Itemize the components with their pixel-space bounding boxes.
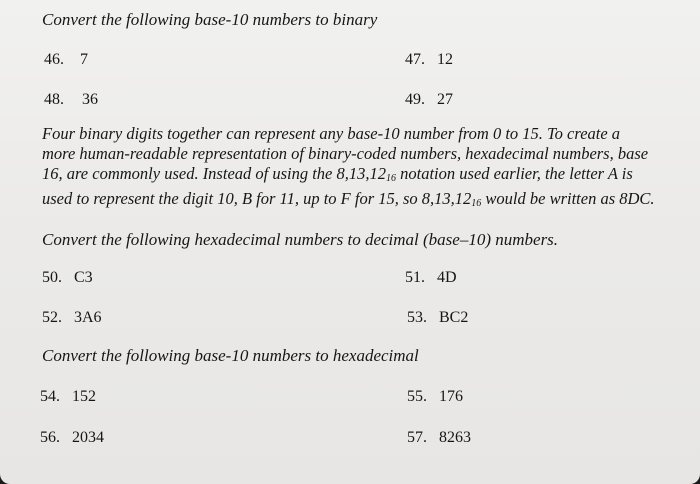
problem-value: 2034	[72, 429, 104, 446]
paragraph-line-3	[42, 164, 692, 189]
paragraph-line-4-b: would be written as 8DC.	[481, 189, 655, 208]
problem-53	[407, 309, 468, 327]
problem-number: 49.	[405, 91, 425, 108]
section1-heading: Convert the following base-10 numbers to binary	[42, 10, 378, 29]
problem-number: 55.	[407, 388, 427, 405]
section2-heading: Convert the following hexadecimal numbers to decimal (base–10) numbers.	[42, 230, 559, 249]
problem-number: 56.	[40, 429, 60, 446]
section3-heading: Convert the following base-10 numbers to hexadecimal	[42, 346, 419, 365]
problem-52	[42, 309, 102, 327]
problem-51	[405, 269, 457, 287]
problem-number: 54.	[40, 388, 60, 405]
paragraph-line-4	[42, 189, 692, 214]
problem-value: 176	[439, 388, 463, 405]
problem-value: 7	[80, 51, 88, 68]
problem-number: 57.	[407, 429, 427, 446]
problem-number: 47.	[405, 51, 425, 68]
problem-value: 3A6	[74, 309, 102, 326]
paragraph-line-4-a: used to represent the digit 10, B for 11, up to F for 15, so 8,13,12	[42, 189, 472, 208]
problem-value: BC2	[439, 309, 469, 326]
problem-46	[44, 51, 88, 69]
problem-number: 46.	[44, 51, 64, 68]
problem-50	[42, 269, 93, 287]
paragraph-line-1: Four binary digits together can represent any base-10 number from 0 to 15. To create a	[42, 124, 621, 143]
problem-number: 51.	[405, 269, 425, 286]
problem-value: 12	[437, 51, 453, 68]
problem-value: 36	[82, 91, 98, 108]
problem-49	[405, 91, 453, 109]
paragraph-line-3-a: 16, are commonly used. Instead of using the 8,13,12	[42, 164, 387, 183]
problem-value: C3	[74, 269, 93, 286]
problem-value: 27	[437, 91, 453, 108]
problem-number: 53.	[407, 309, 427, 326]
problem-48	[44, 91, 98, 109]
problem-56	[40, 429, 104, 447]
paragraph-line-3-b: notation used earlier, the letter A is	[396, 164, 633, 183]
problem-55	[407, 388, 463, 406]
base-16-subscript: 16	[471, 198, 482, 209]
paragraph-line-2: more human-readable representation of binary-coded numbers, hexadecimal numbers, base	[42, 144, 649, 163]
problem-number: 50.	[42, 269, 62, 286]
problem-number: 48.	[44, 91, 64, 108]
problem-value: 152	[72, 388, 96, 405]
base-16-subscript: 16	[386, 173, 397, 184]
problem-value: 8263	[439, 429, 471, 446]
problem-47	[405, 51, 453, 69]
problem-57	[407, 429, 471, 447]
hexadecimal-explanation	[42, 124, 692, 214]
problem-54	[40, 388, 96, 406]
problem-value: 4D	[437, 269, 457, 286]
problem-number: 52.	[42, 309, 62, 326]
